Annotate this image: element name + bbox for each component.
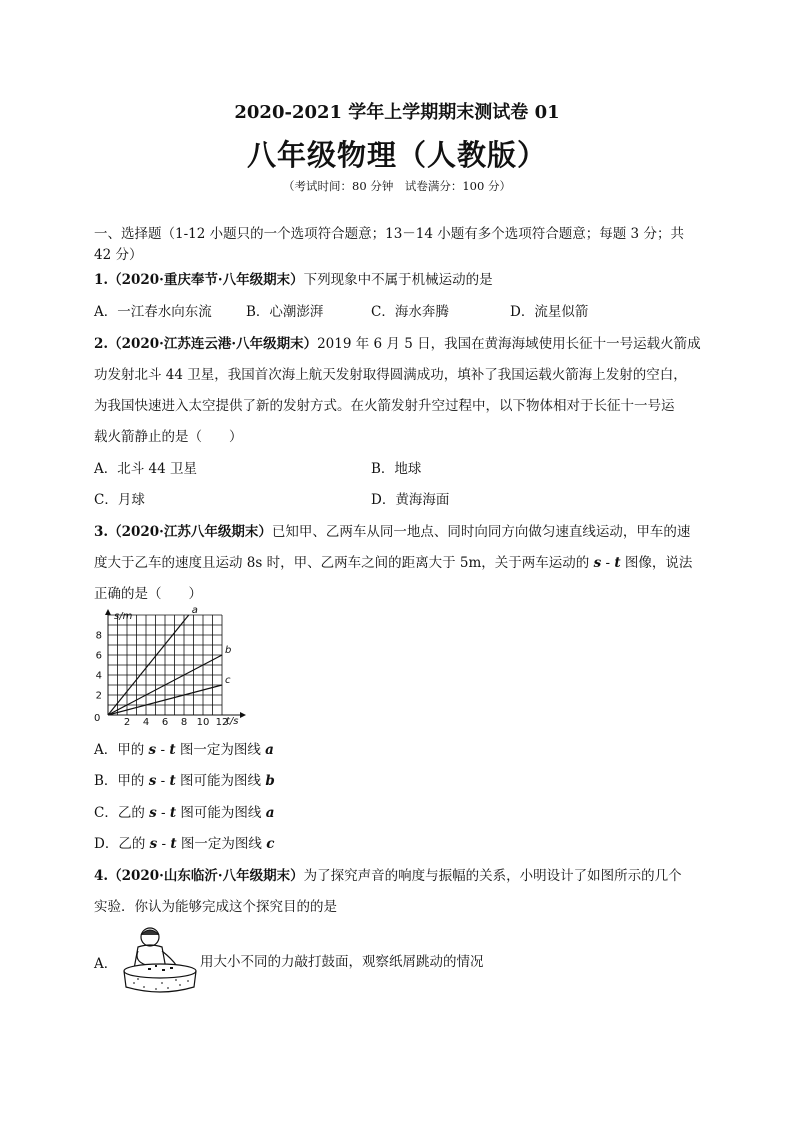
q3-option-d bbox=[94, 832, 274, 852]
question-2-line2: 功发射北斗 44 卫星，我国首次海上航天发射取得圆满成功，填补了我国运载火箭海上发射的空白， bbox=[94, 367, 687, 383]
q2-source: （2020·江苏连云港·八年级期末） bbox=[108, 336, 318, 352]
section-heading-line1: 一、选择题（1-12 小题只的一个选项符合题意；13－14 小题有多个选项符合题意；每题 3 分；共 bbox=[94, 226, 684, 242]
section-heading-line2: 42 分） bbox=[94, 247, 143, 263]
q3-dash: - bbox=[601, 555, 615, 571]
x-tick-label: 8 bbox=[180, 717, 188, 728]
q1-stem: 下列现象中不属于机械运动的是 bbox=[303, 272, 493, 288]
q3-a-s: s bbox=[148, 742, 157, 758]
q2-option-d: D．黄海海面 bbox=[371, 492, 450, 508]
q3-number: 3. bbox=[94, 524, 109, 540]
q3-d-mid: 图一定为图线 bbox=[176, 836, 267, 852]
q1-option-b: B．心潮澎湃 bbox=[246, 304, 324, 320]
q3-a-mid: 图一定为图线 bbox=[175, 742, 266, 758]
q3-c-dash: - bbox=[156, 805, 170, 821]
question-4-line1 bbox=[94, 864, 682, 884]
q3-b-s: s bbox=[148, 773, 157, 789]
q3-b-curve: b bbox=[265, 773, 275, 789]
q3-c-prefix: C．乙的 bbox=[94, 805, 150, 821]
q3-a-prefix: A．甲的 bbox=[94, 742, 149, 758]
y-tick-label: 4 bbox=[95, 670, 102, 682]
exam-info: （考试时间：80 分钟 试卷满分：100 分） bbox=[283, 179, 511, 193]
q3-a-t: t bbox=[169, 742, 176, 758]
q4-option-a-label: A． bbox=[94, 956, 118, 972]
x-tick-label: 6 bbox=[161, 717, 169, 728]
x-tick-label: 10 bbox=[196, 717, 210, 728]
q4-source: （2020·山东临沂·八年级期末） bbox=[108, 868, 304, 884]
subject-title: 八年级物理（人教版） bbox=[246, 138, 547, 172]
drum-top bbox=[124, 964, 196, 978]
exam-title: 2020-2021 学年上学期期末测试卷 01 bbox=[234, 102, 560, 123]
x-tick-label: 2 bbox=[123, 717, 131, 728]
q3-b-prefix: B．甲的 bbox=[94, 773, 149, 789]
q4-number: 4. bbox=[94, 868, 109, 884]
q3-c-mid: 图可能为图线 bbox=[176, 805, 266, 821]
q3-b-dash: - bbox=[156, 773, 170, 789]
x-tick-label: 4 bbox=[142, 717, 150, 728]
q3-option-c bbox=[94, 801, 274, 821]
q2-option-a: A．北斗 44 卫星 bbox=[94, 461, 198, 477]
x-axis-label: t/s bbox=[226, 716, 239, 727]
q3-source: （2020·江苏八年级期末） bbox=[108, 524, 272, 540]
x-tick-label: 12 bbox=[215, 717, 229, 728]
q2-option-b: B．地球 bbox=[371, 461, 422, 477]
q1-option-c: C．海水奔腾 bbox=[371, 304, 449, 320]
q1-number: 1. bbox=[94, 272, 109, 288]
question-3-line3: 正确的是（ ） bbox=[94, 586, 202, 602]
q3-line2a: 度大于乙车的速度且运动 8s 时，甲、乙两车之间的距离大于 5m，关于两车运动的 bbox=[94, 555, 594, 571]
q1-source: （2020·重庆奉节·八年级期末） bbox=[108, 272, 304, 288]
q3-option-a bbox=[94, 738, 274, 758]
y-tick-label: 2 bbox=[95, 690, 102, 702]
question-4-line2: 实验．你认为能够完成这个探究目的的是 bbox=[94, 899, 337, 915]
y-axis-arrow bbox=[105, 609, 111, 615]
q3-c-t: t bbox=[169, 805, 177, 821]
q3-d-t: t bbox=[170, 836, 177, 852]
question-3-line1 bbox=[94, 520, 690, 540]
origin-label: 0 bbox=[94, 713, 101, 724]
q3-c-s: s bbox=[149, 805, 157, 821]
q3-line1: 已知甲、乙两车从同一地点、同时向同方向做匀速直线运动，甲车的速 bbox=[271, 524, 691, 540]
series-label-a: a bbox=[191, 607, 198, 616]
q3-d-curve: c bbox=[266, 836, 275, 852]
question-2-line3: 为我国快速进入太空提供了新的发射方式。在火箭发射升空过程中，以下物体相对于长征十一号运 bbox=[94, 398, 675, 414]
q2-number: 2. bbox=[94, 336, 109, 352]
q3-c-curve: a bbox=[265, 805, 275, 821]
q3-d-dash: - bbox=[157, 836, 171, 852]
q2-line1: 2019 年 6 月 5 日，我国在黄海海域使用长征十一号运载火箭成 bbox=[317, 336, 701, 352]
question-2-line4: 载火箭静止的是（ ） bbox=[94, 429, 243, 445]
person-arm-left bbox=[137, 951, 146, 965]
q3-t-symbol: t bbox=[614, 555, 621, 571]
q3-d-prefix: D．乙的 bbox=[94, 836, 150, 852]
q4-option-a-text: 用大小不同的力敲打鼓面，观察纸屑跳动的情况 bbox=[200, 954, 484, 970]
q2-option-c: C．月球 bbox=[94, 492, 145, 508]
q3-line2b: 图像，说法 bbox=[620, 555, 693, 571]
drum-pattern bbox=[133, 978, 189, 990]
q3-option-b bbox=[94, 769, 275, 789]
series-label-b: b bbox=[225, 645, 232, 656]
question-3-line2 bbox=[94, 551, 692, 571]
q3-d-s: s bbox=[149, 836, 158, 852]
drum-experiment-illustration bbox=[110, 925, 200, 995]
q1-option-a: A．一江春水向东流 bbox=[94, 304, 212, 320]
q3-a-dash: - bbox=[156, 742, 170, 758]
q3-b-t: t bbox=[169, 773, 176, 789]
q4-line1: 为了探究声音的响度与振幅的关系，小明设计了如图所示的几个 bbox=[303, 868, 682, 884]
y-axis-label: s/m bbox=[114, 611, 133, 622]
x-axis-arrow bbox=[240, 712, 246, 718]
q3-s-symbol: s bbox=[593, 555, 602, 571]
q3-a-curve: a bbox=[265, 742, 274, 758]
series-label-c: c bbox=[225, 675, 231, 686]
y-tick-label: 8 bbox=[95, 630, 102, 642]
y-tick-label: 6 bbox=[95, 650, 102, 662]
question-1 bbox=[94, 268, 493, 288]
question-2-line1 bbox=[94, 332, 701, 352]
q3-b-mid: 图可能为图线 bbox=[175, 773, 266, 789]
st-graph bbox=[90, 607, 260, 732]
q1-option-d: D．流星似箭 bbox=[510, 304, 589, 320]
